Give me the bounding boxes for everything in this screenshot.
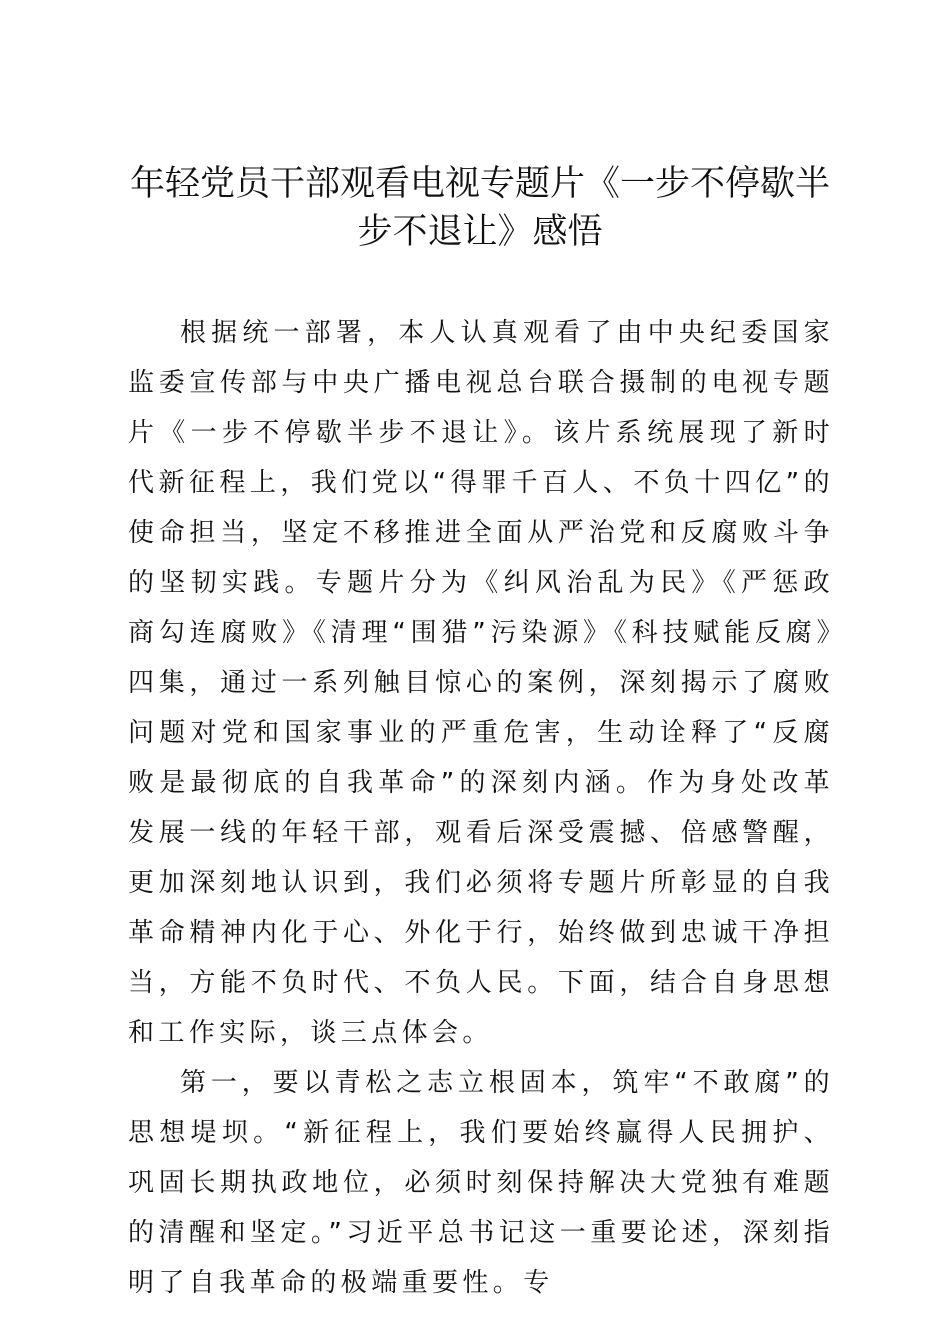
document-title [120,160,840,256]
document-body [128,308,834,1308]
title-line-2: 步不退让》感悟 [357,212,603,252]
paragraph-intro: 根据统一部署，本人认真观看了由中央纪委国家监委宣传部与中央广播电视总台联合摄制的电视专题片《一步不停歇半步不退让》。该片系统展现了新时代新征程上，我们党以“得罪千百人、不负十四亿”的使命担当，坚定不移推进全面从严治党和反腐败斗争的坚韧实践。专题片分为《纠风治乱为民》《严惩政商勾连腐败》《清理“围猎”污染源》《科技赋能反腐》四集，通过一系列触目惊心的案例，深刻揭示了腐败问题对党和国家事业的严重危害，生动诠释了“反腐败是最彻底的自我革命”的深刻内涵。作为身处改革发展一线的年轻干部，观看后深受震撼、倍感警醒，更加深刻地认识到，我们必须将专题片所彰显的自我革命精神内化于心、外化于行，始终做到忠诚干净担当，方能不负时代、不负人民。下面，结合自身思想和工作实际，谈三点体会。 [128,318,834,1048]
paragraph-point-one: 第一，要以青松之志立根固本，筑牢“不敢腐”的思想堤坝。“新征程上，我们要始终赢得人民拥护、巩固长期执政地位，必须时刻保持解决大党独有难题的清醒和坚定。”习近平总书记这一重要论述，深刻指明了自我革命的极端重要性。专 [128,1068,834,1298]
title-line-1: 年轻党员干部观看电视专题片《一步不停歇半 [129,164,830,204]
